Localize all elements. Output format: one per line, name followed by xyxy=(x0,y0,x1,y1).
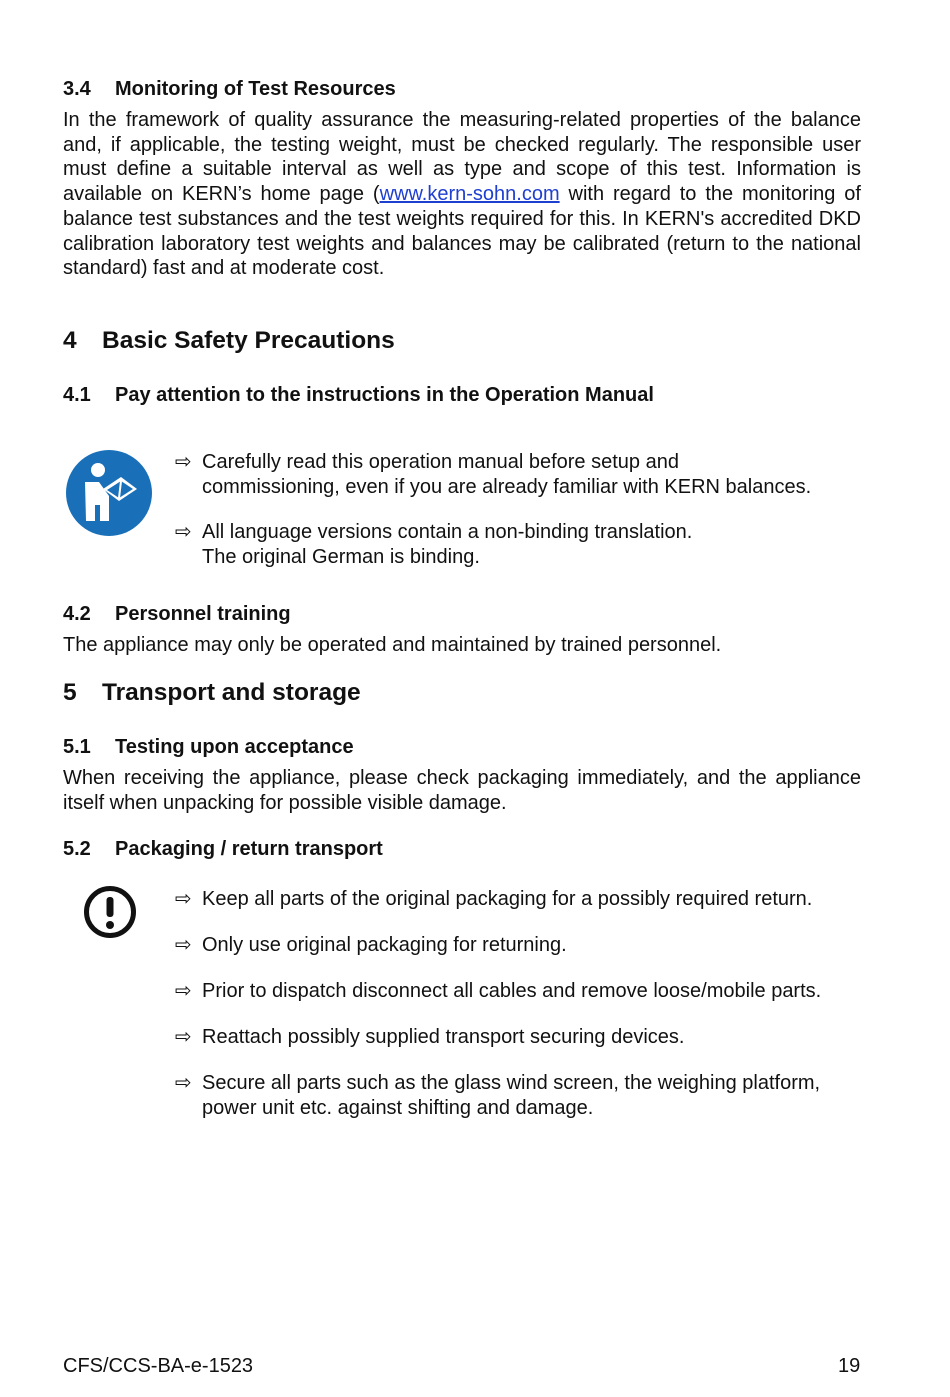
heading-4-1: 4.1 Pay attention to the instructions in the Operation Manual xyxy=(63,384,654,406)
read-manual-icon xyxy=(65,449,153,537)
footer-page-number: 19 xyxy=(838,1355,861,1377)
heading-5: 5 Transport and storage xyxy=(63,679,361,706)
heading-4-2: 4.2 Personnel training xyxy=(63,603,291,625)
kern-sohn-link[interactable]: www.kern-sohn.com xyxy=(379,183,560,206)
arrow-right-icon: ⇨ xyxy=(175,451,192,473)
arrow-right-icon: ⇨ xyxy=(175,521,192,543)
paragraph-acceptance: When receiving the appliance, please check packaging immediately, and the appliance itself when unpacking for possible visible damage. xyxy=(63,767,861,814)
heading-5-2: 5.2 Packaging / return transport xyxy=(63,838,383,860)
arrow-right-icon: ⇨ xyxy=(175,934,192,956)
heading-3-4: 3.4 Monitoring of Test Resources xyxy=(63,78,396,100)
exclamation-circle-icon xyxy=(83,885,137,939)
footer-doc-id: CFS/CCS-BA-e-1523 xyxy=(63,1355,254,1377)
heading-4: 4 Basic Safety Precautions xyxy=(63,327,395,354)
heading-5-1: 5.1 Testing upon acceptance xyxy=(63,736,354,758)
paragraph-personnel: The appliance may only be operated and maintained by trained personnel. xyxy=(63,634,722,656)
arrow-right-icon: ⇨ xyxy=(175,1026,192,1048)
arrow-right-icon: ⇨ xyxy=(175,1072,192,1094)
paragraph-monitoring: In the framework of quality assurance the measuring-related properties of the balance and, if applicable, the testing weight, must be checked regularly. The responsible user must define a suitable interval as well as type and scope of this test. Information is available on KERN’s home page (www.kern-sohn.com with regard to the monitoring of balance test substances and the test weights required for this. In KERN's accredited DKD calibration laboratory test weights and balances may be calibrated (return to the national standard) fast and at moderate cost. xyxy=(63,109,861,280)
arrow-right-icon: ⇨ xyxy=(175,980,192,1002)
arrow-right-icon: ⇨ xyxy=(175,888,192,910)
